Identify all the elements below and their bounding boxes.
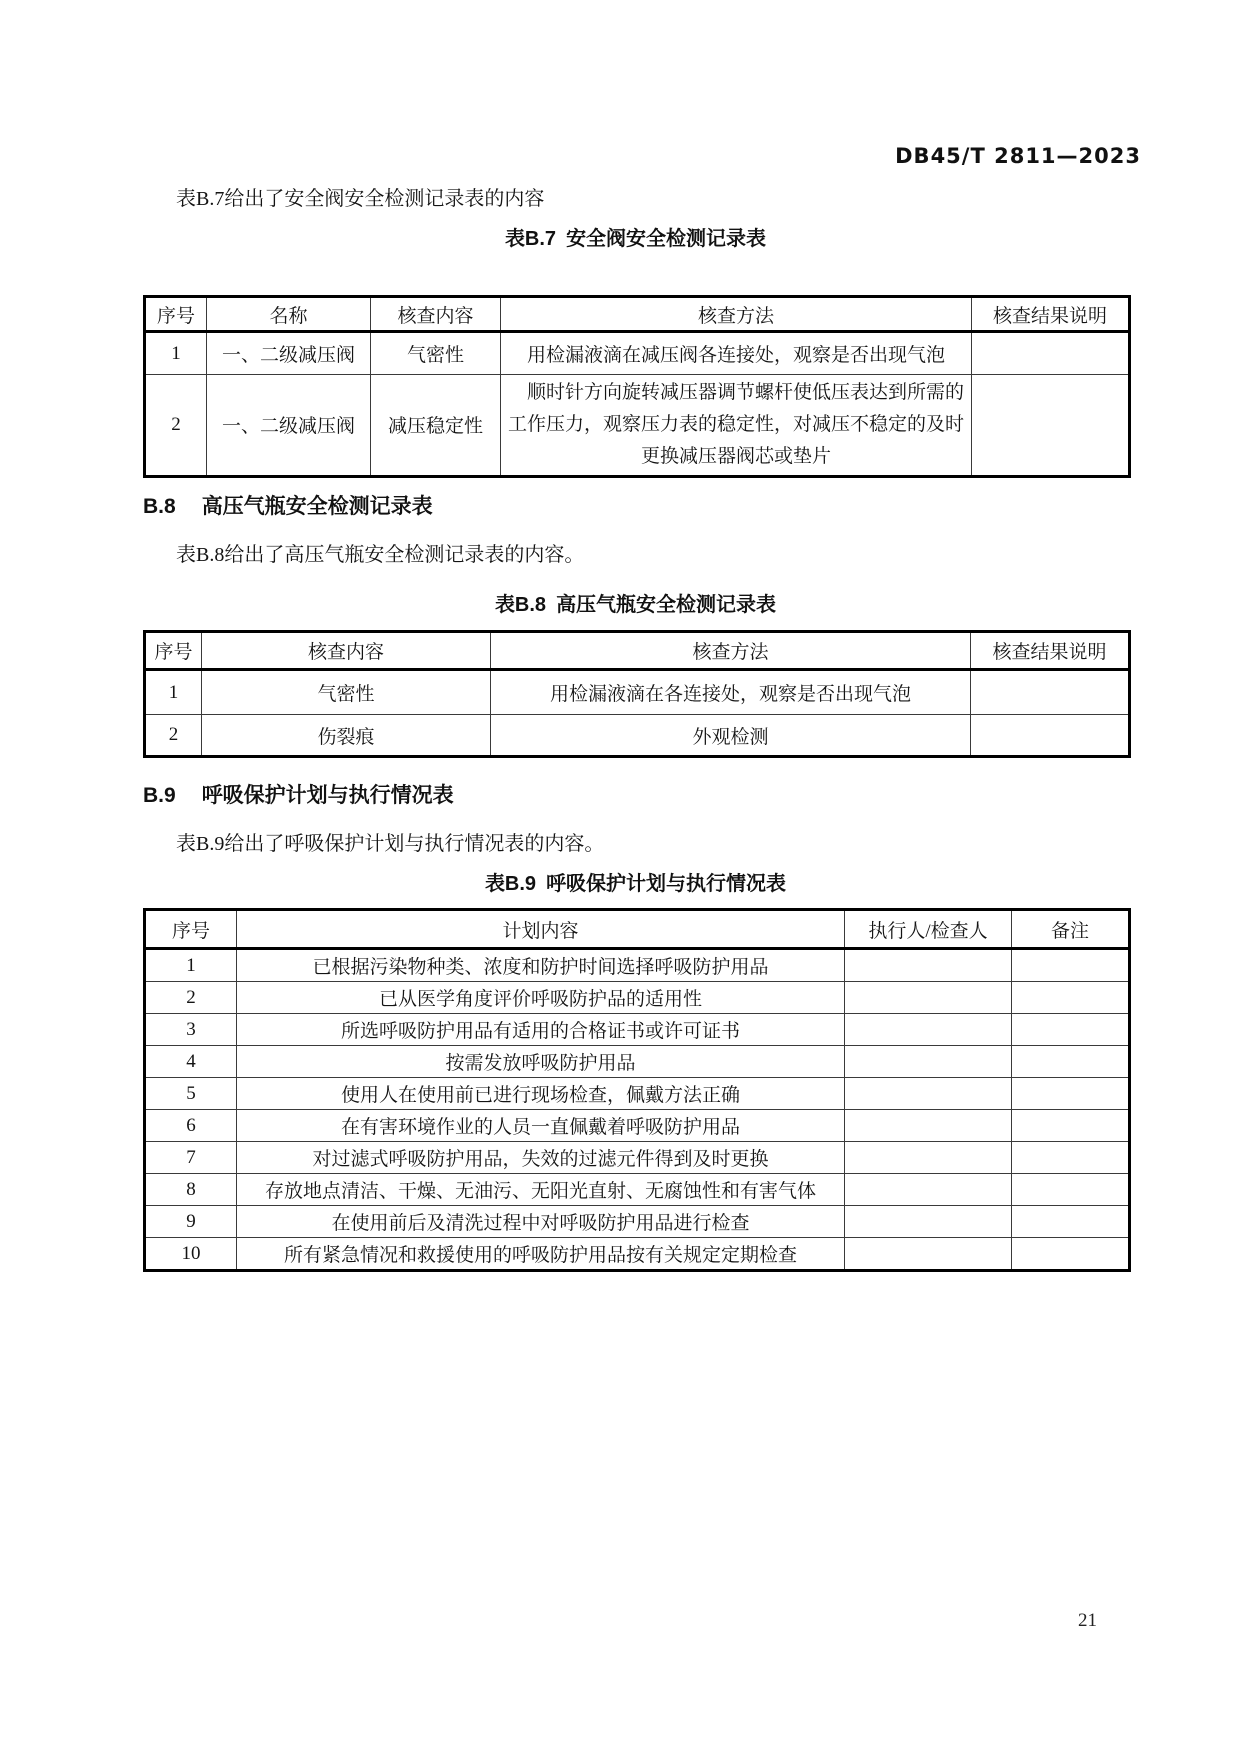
b9-r5-executor	[845, 1078, 1012, 1110]
b9-r8-note	[1012, 1174, 1130, 1206]
b9-col-plan: 计划内容	[237, 910, 845, 949]
b7-r2-no: 2	[145, 375, 207, 477]
b9-heading-number: B.9	[143, 784, 176, 807]
b8-r1-content: 气密性	[202, 670, 491, 715]
b9-r7-plan: 对过滤式呼吸防护用品，失效的过滤元件得到及时更换	[237, 1142, 845, 1174]
doc-code: DB45/T 2811—2023	[895, 144, 1141, 168]
b9-r5-no: 5	[145, 1078, 237, 1110]
b7-table	[143, 295, 1131, 478]
b7-row-2	[145, 375, 1130, 477]
b9-r7-note	[1012, 1142, 1130, 1174]
b9-r9-no: 9	[145, 1206, 237, 1238]
b9-row-4	[145, 1046, 1130, 1078]
b9-caption	[143, 867, 1128, 896]
b8-r2-no: 2	[145, 715, 202, 757]
b9-r2-note	[1012, 982, 1130, 1014]
b8-r1-result	[971, 670, 1130, 715]
b9-r5-note	[1012, 1078, 1130, 1110]
b8-intro: 表B.8给出了高压气瓶安全检测记录表的内容。	[176, 544, 585, 566]
b8-row-2	[145, 715, 1130, 757]
b9-r6-executor	[845, 1110, 1012, 1142]
b7-col-result: 核查结果说明	[972, 297, 1130, 332]
b9-r4-plan: 按需发放呼吸防护用品	[237, 1046, 845, 1078]
b9-header-row	[145, 910, 1130, 949]
b9-row-2	[145, 982, 1130, 1014]
b9-row-5	[145, 1078, 1130, 1110]
b9-caption-number: 表B.9	[484, 873, 537, 895]
b7-r1-result	[972, 332, 1130, 375]
b7-intro: 表B.7给出了安全阀安全检测记录表的内容	[176, 188, 545, 210]
page-number: 21	[1078, 1610, 1097, 1631]
b9-row-3	[145, 1014, 1130, 1046]
b7-col-no: 序号	[145, 297, 207, 332]
b9-row-8	[145, 1174, 1130, 1206]
b8-r2-result	[971, 715, 1130, 757]
b7-r2-result	[972, 375, 1130, 477]
b9-r1-note	[1012, 949, 1130, 982]
b9-r6-note	[1012, 1110, 1130, 1142]
b8-col-method: 核查方法	[491, 632, 971, 670]
b8-col-no: 序号	[145, 632, 202, 670]
b9-r5-plan: 使用人在使用前已进行现场检查，佩戴方法正确	[237, 1078, 845, 1110]
b9-r3-plan: 所选呼吸防护用品有适用的合格证书或许可证书	[237, 1014, 845, 1046]
b9-r3-no: 3	[145, 1014, 237, 1046]
b9-r2-plan: 已从医学角度评价呼吸防护品的适用性	[237, 982, 845, 1014]
b9-r9-plan: 在使用前后及清洗过程中对呼吸防护用品进行检查	[237, 1206, 845, 1238]
b9-r1-plan: 已根据污染物种类、浓度和防护时间选择呼吸防护用品	[237, 949, 845, 982]
b9-r8-plan: 存放地点清洁、干燥、无油污、无阳光直射、无腐蚀性和有害气体	[237, 1174, 845, 1206]
b9-heading-title: 呼吸保护计划与执行情况表	[201, 784, 454, 807]
b8-col-result: 核查结果说明	[971, 632, 1130, 670]
b7-r1-content: 气密性	[371, 332, 501, 375]
b9-row-6	[145, 1110, 1130, 1142]
b7-r2-name: 一、二级减压阀	[207, 375, 371, 477]
b9-r8-executor	[845, 1174, 1012, 1206]
b7-caption	[143, 222, 1128, 251]
b8-caption-title: 高压气瓶安全检测记录表	[556, 594, 777, 616]
b7-r1-no: 1	[145, 332, 207, 375]
b9-col-note: 备注	[1012, 910, 1130, 949]
b7-r2-method-text: 顺时针方向旋转减压器调节螺杆使低压表达到所需的工作压力，观察压力表的稳定性，对减压不稳定的及时更换减压器阀芯或垫片	[507, 382, 964, 467]
b7-col-method: 核查方法	[501, 297, 972, 332]
b9-col-executor: 执行人/检查人	[845, 910, 1012, 949]
b9-r7-executor	[845, 1142, 1012, 1174]
b8-r2-content: 伤裂痕	[202, 715, 491, 757]
b9-heading	[143, 779, 454, 809]
b8-heading-title: 高压气瓶安全检测记录表	[201, 495, 433, 518]
b7-col-name: 名称	[207, 297, 371, 332]
b9-r10-plan: 所有紧急情况和救援使用的呼吸防护用品按有关规定定期检查	[237, 1238, 845, 1271]
b9-r1-no: 1	[145, 949, 237, 982]
b9-r3-executor	[845, 1014, 1012, 1046]
b9-r6-no: 6	[145, 1110, 237, 1142]
b9-row-9	[145, 1206, 1130, 1238]
b9-r7-no: 7	[145, 1142, 237, 1174]
b9-r10-executor	[845, 1238, 1012, 1271]
b9-r8-no: 8	[145, 1174, 237, 1206]
b9-intro: 表B.9给出了呼吸保护计划与执行情况表的内容。	[176, 833, 605, 855]
b9-r9-note	[1012, 1206, 1130, 1238]
b8-heading-number: B.8	[143, 495, 176, 518]
b8-r1-method: 用检漏液滴在各连接处，观察是否出现气泡	[491, 670, 971, 715]
b9-r2-executor	[845, 982, 1012, 1014]
b9-row-10	[145, 1238, 1130, 1271]
b8-row-1	[145, 670, 1130, 715]
b8-col-content: 核查内容	[202, 632, 491, 670]
b9-r2-no: 2	[145, 982, 237, 1014]
b7-row-1	[145, 332, 1130, 375]
b8-header-row	[145, 632, 1130, 670]
b9-r6-plan: 在有害环境作业的人员一直佩戴着呼吸防护用品	[237, 1110, 845, 1142]
b8-r1-no: 1	[145, 670, 202, 715]
b9-r4-executor	[845, 1046, 1012, 1078]
b8-r2-method: 外观检测	[491, 715, 971, 757]
b8-caption-number: 表B.8	[494, 594, 547, 616]
b9-r9-executor	[845, 1206, 1012, 1238]
b9-row-1	[145, 949, 1130, 982]
b9-r3-note	[1012, 1014, 1130, 1046]
b7-header-row	[145, 297, 1130, 332]
b7-r2-content: 减压稳定性	[371, 375, 501, 477]
b9-r10-note	[1012, 1238, 1130, 1271]
b7-r1-method: 用检漏液滴在减压阀各连接处，观察是否出现气泡	[501, 332, 972, 375]
b9-r10-no: 10	[145, 1238, 237, 1271]
b8-heading	[143, 490, 433, 520]
b9-col-no: 序号	[145, 910, 237, 949]
b9-r4-no: 4	[145, 1046, 237, 1078]
b9-r4-note	[1012, 1046, 1130, 1078]
b9-r1-executor	[845, 949, 1012, 982]
b8-table	[143, 630, 1131, 758]
b7-caption-number: 表B.7	[504, 228, 557, 250]
b9-table	[143, 908, 1131, 1272]
b9-row-7	[145, 1142, 1130, 1174]
b7-r1-name: 一、二级减压阀	[207, 332, 371, 375]
b7-r2-method	[501, 375, 972, 477]
b9-caption-title: 呼吸保护计划与执行情况表	[546, 873, 787, 895]
b7-col-content: 核查内容	[371, 297, 501, 332]
b7-caption-title: 安全阀安全检测记录表	[566, 228, 767, 250]
b8-caption	[143, 588, 1128, 617]
